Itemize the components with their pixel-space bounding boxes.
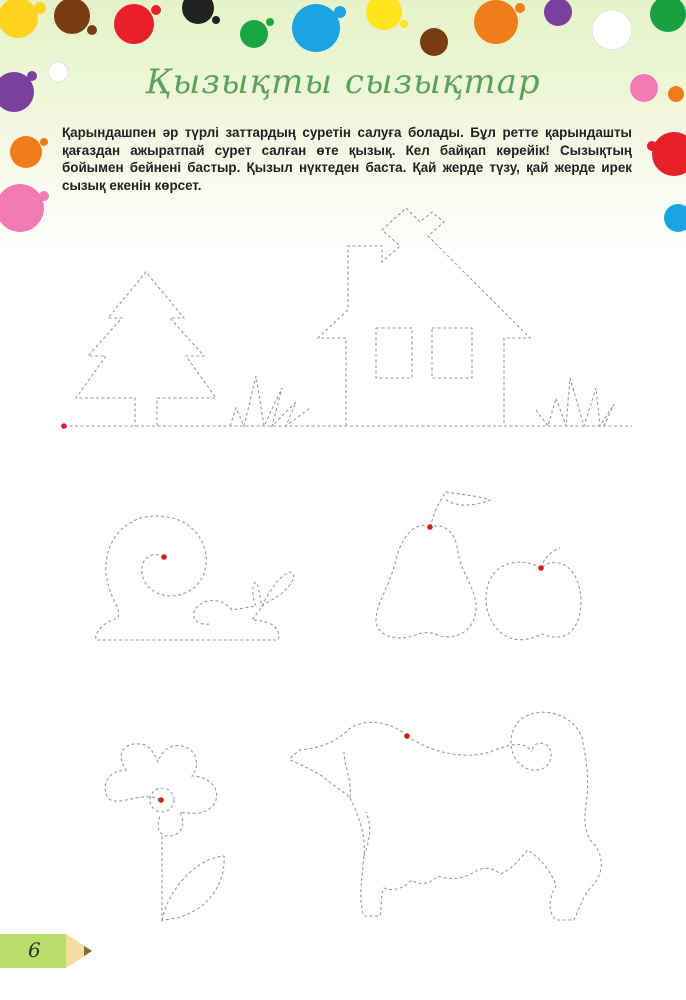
pear-figure xyxy=(376,492,490,638)
house-figure xyxy=(318,208,530,426)
dog-figure xyxy=(290,712,601,920)
tree-figure xyxy=(64,272,216,426)
leaf-figure xyxy=(162,856,224,920)
page-title: Қызықты сызықтар xyxy=(145,62,541,102)
instructions-text: Қарындашпен әр түрлі заттардың суретін салуға болады. Бұл ретте қарындашты қағаздан ажыратпай сурет салған өте қызық. Кел байқап көрейік! Сызықтың бойымен бейнені бастыр. Қызыл нүктеден баста. Қай жерде түзу, қай жерде ирек сызық екенін көрсет. xyxy=(62,125,632,193)
start-dot-dog xyxy=(404,733,410,739)
snail-figure xyxy=(96,516,294,640)
start-dot-pear xyxy=(427,524,433,530)
start-dot-tree xyxy=(61,423,67,429)
grass-figure-left xyxy=(230,376,310,426)
grass-figure-right xyxy=(536,378,614,426)
start-dot-snail xyxy=(161,554,167,560)
start-dot-apple xyxy=(538,565,544,571)
page-number-tab xyxy=(0,934,92,968)
flower-figure xyxy=(105,744,217,922)
apple-figure xyxy=(486,548,581,640)
start-dot-flower xyxy=(158,797,164,803)
page-number: 6 xyxy=(28,938,41,962)
